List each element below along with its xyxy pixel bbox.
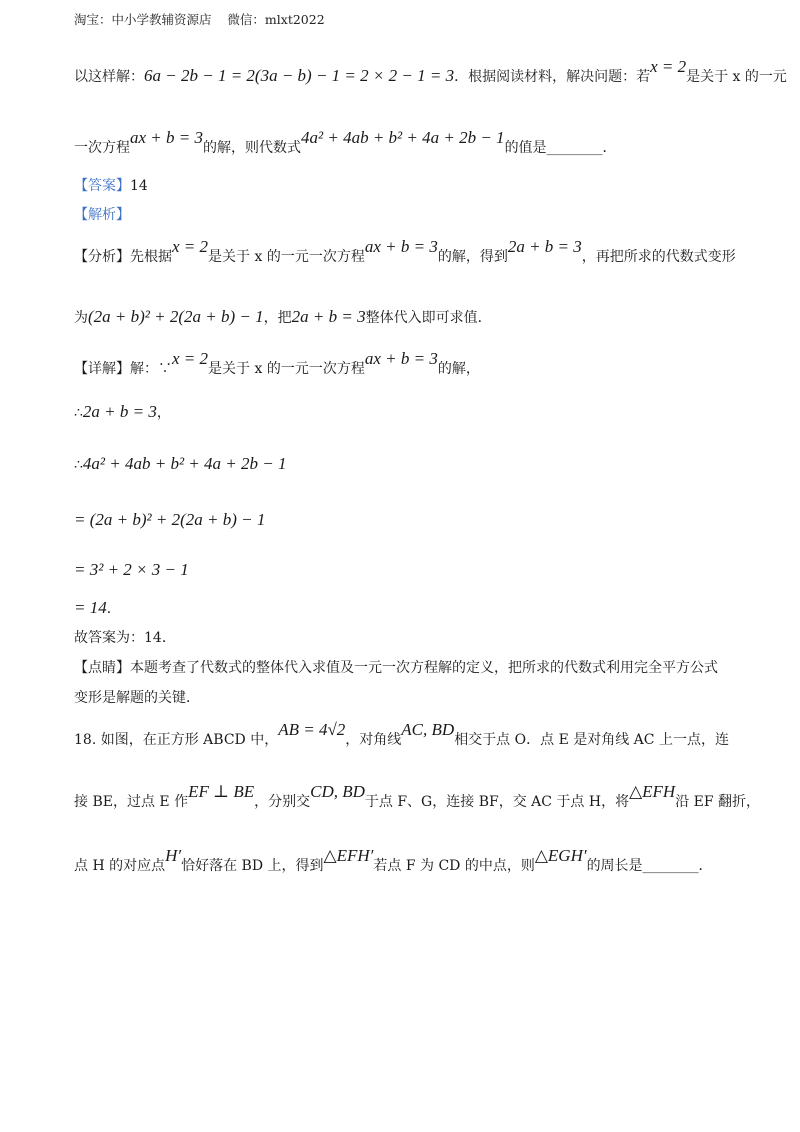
q18-diagonals: AC, BD [401, 720, 455, 739]
q17-condition: x = 2 [650, 57, 687, 76]
detail-step-expr: = 3² + 2 × 3 − 1 [74, 560, 189, 579]
q18-text: ，分别交 [254, 794, 311, 810]
detail-step-expr: 2a + b = 3 [82, 402, 157, 421]
fenxi-text: ，再把所求的代数式变形 [581, 249, 736, 265]
therefore-symbol: ∴ [74, 457, 83, 473]
q18-triangle: △EGH′ [534, 846, 587, 865]
detail-step2 [74, 454, 286, 475]
q18-line1 [74, 720, 729, 750]
q18-text: 若点 F 为 CD 的中点，则 [373, 858, 535, 874]
answer-tag: 【答案】 [74, 178, 130, 194]
analysis-line [74, 205, 130, 225]
detail-text: ． [106, 601, 121, 617]
detail-step-expr: = (2a + b)² + 2(2a + b) − 1 [74, 510, 266, 529]
fenxi-text: 的解，得到 [437, 249, 508, 265]
q18-side-length: AB = 4√2 [278, 720, 346, 739]
comment-line1: 【点睛】本题考查了代数式的整体代入求值及一元一次方程解的定义，把所求的代数式利用完全平方公式 [74, 660, 718, 676]
q17-line1 [74, 57, 787, 87]
wechat-id: 微信：mlxt2022 [227, 12, 325, 27]
q17-line2 [74, 128, 617, 158]
therefore-symbol: ∴ [74, 405, 83, 421]
page-header [74, 10, 325, 28]
detail-step5 [74, 598, 121, 619]
q18-text: 恰好落在 BD 上，得到 [181, 858, 324, 874]
detail-step-expr: = 14 [74, 598, 107, 617]
detail-step3 [74, 510, 265, 531]
detail-condition: x = 2 [172, 349, 209, 368]
q17-text: 的值是________． [504, 140, 617, 156]
detail-step4 [74, 560, 189, 581]
comment-line2: 变形是解题的关键． [74, 690, 200, 706]
q17-text: 是关于 x 的一元 [686, 69, 787, 85]
fenxi-text: 【分析】先根据 [74, 249, 172, 265]
fenxi-expression: (2a + b)² + 2(2a + b) − 1 [88, 307, 264, 326]
q18-point: H′ [165, 846, 182, 865]
fenxi-result: 2a + b = 3 [291, 307, 366, 326]
detail-text: 【详解】解：∵ [74, 361, 172, 377]
answer-line [74, 176, 148, 196]
fenxi-text: 是关于 x 的一元一次方程 [208, 249, 365, 265]
detail-equation: ax + b = 3 [364, 349, 438, 368]
q18-text: 点 H 的对应点 [74, 858, 166, 874]
q18-text: 18. 如图，在正方形 ABCD 中， [74, 732, 279, 748]
q17-equation: 6a − 2b − 1 = 2(3a − b) − 1 = 2 × 2 − 1 = 3 [144, 66, 455, 85]
q18-text: 于点 F、G，连接 BF，交 AC 于点 H，将 [364, 794, 630, 810]
q17-expression: 4a² + 4ab + b² + 4a + 2b − 1 [301, 128, 505, 147]
fenxi-line2 [74, 307, 492, 328]
q18-text: 接 BE，过点 E 作 [74, 794, 189, 810]
detail-line1 [74, 349, 480, 379]
q18-line2 [74, 782, 761, 812]
q17-text: 以这样解： [74, 69, 144, 85]
fenxi-result: 2a + b = 3 [507, 237, 582, 256]
q18-perpendicular: EF ⊥ BE [188, 782, 255, 801]
q17-text: 一次方程 [74, 140, 130, 156]
q18-triangle: △EFH′ [323, 846, 374, 865]
q17-text: ．根据阅读材料，解决问题：若 [454, 69, 651, 85]
detail-step1 [74, 402, 171, 423]
q17-linear-equation: ax + b = 3 [130, 128, 203, 147]
fenxi-text: ，把 [263, 310, 292, 326]
q18-lines: CD, BD [310, 782, 365, 801]
answer-value: 14 [130, 178, 148, 194]
fenxi-line1 [74, 237, 736, 267]
q18-text: 的周长是________． [586, 858, 713, 874]
analysis-tag: 【解析】 [74, 207, 130, 223]
shop-name: 淘宝：中小学教辅资源店 [74, 12, 212, 27]
fenxi-condition: x = 2 [172, 237, 209, 256]
q18-triangle: △EFH [629, 782, 676, 801]
detail-step-expr: 4a² + 4ab + b² + 4a + 2b − 1 [82, 454, 287, 473]
q18-text: 沿 EF 翻折， [675, 794, 761, 810]
detail-text: ， [156, 405, 171, 421]
detail-text: 是关于 x 的一元一次方程 [208, 361, 365, 377]
detail-final: 故答案为：14． [74, 630, 176, 646]
fenxi-equation: ax + b = 3 [364, 237, 438, 256]
detail-text: 的解， [437, 361, 480, 377]
q18-text: 相交于点 O．点 E 是对角线 AC 上一点，连 [454, 732, 729, 748]
q18-text: ，对角线 [345, 732, 402, 748]
q18-line3 [74, 846, 713, 876]
fenxi-text: 为 [74, 310, 88, 326]
fenxi-text: 整体代入即可求值． [365, 310, 492, 326]
q17-text: 的解，则代数式 [203, 140, 301, 156]
